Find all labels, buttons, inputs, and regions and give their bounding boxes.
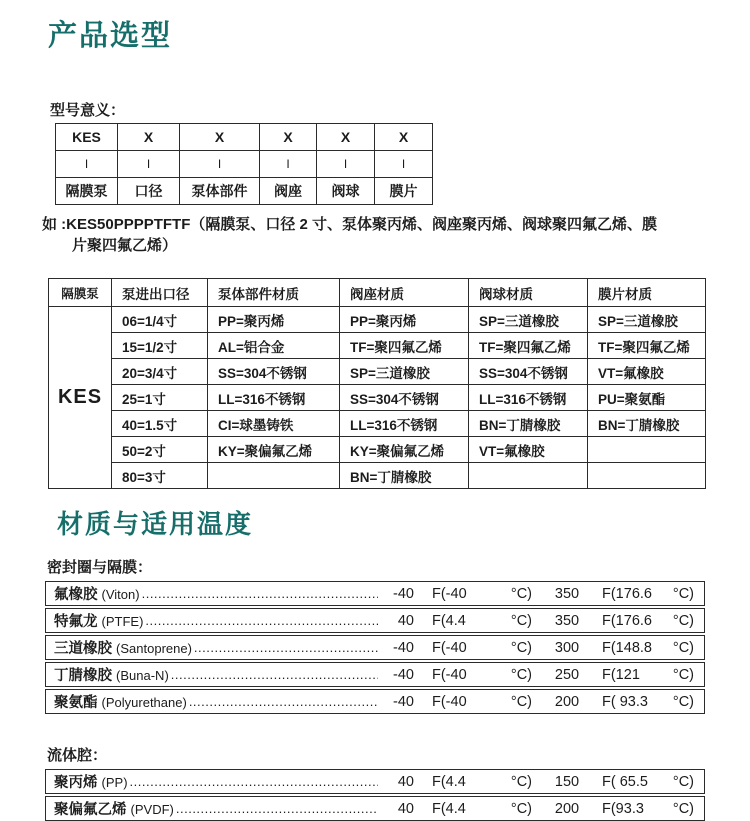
dot-leader: [176, 801, 378, 816]
min-temp-f: 40: [397, 773, 414, 790]
min-temp-c: [432, 694, 532, 710]
spec-row: [49, 411, 706, 437]
spec-cell: [208, 463, 340, 489]
model-cell: I: [317, 151, 375, 178]
model-code-row: [56, 124, 433, 151]
spec-cell: 20=3/4寸: [112, 359, 208, 385]
spec-cell: LL=316不锈钢: [208, 385, 340, 411]
min-temp-f: -40: [393, 639, 414, 656]
model-cell: 膜片: [375, 178, 433, 205]
material-name: [54, 664, 169, 685]
spec-row: [49, 437, 706, 463]
fluid-temp-table: [45, 769, 705, 821]
spec-cell: VT=氟橡胶: [469, 437, 588, 463]
max-temp-c: [602, 613, 694, 629]
model-cell: 阀座: [260, 178, 317, 205]
min-temp-c-value: F(4.4: [432, 800, 466, 817]
spec-cell: TF=聚四氟乙烯: [469, 333, 588, 359]
degree-unit: °C): [510, 612, 532, 629]
model-cell: X: [317, 124, 375, 151]
material-name-cn: 聚氨酯: [54, 695, 98, 711]
spec-row: [49, 307, 706, 333]
max-temp-f: 300: [554, 639, 580, 656]
material-name: [54, 610, 143, 631]
dot-leader: [142, 586, 378, 601]
spec-cell: 50=2寸: [112, 437, 208, 463]
model-cell: X: [118, 124, 180, 151]
degree-unit: °C): [672, 800, 694, 817]
spec-cell: SP=三道橡胶: [588, 307, 706, 333]
material-name-cn: 聚偏氟乙烯: [54, 802, 127, 818]
max-temp-f: 350: [554, 585, 580, 602]
max-temp-c: [602, 640, 694, 656]
spec-cell: BN=丁腈橡胶: [469, 411, 588, 437]
model-connector-row: [56, 151, 433, 178]
spec-cell: SS=304不锈钢: [208, 359, 340, 385]
degree-unit: °C): [672, 773, 694, 790]
seal-diaphragm-label: 密封圈与隔膜：: [47, 559, 153, 576]
degree-unit: °C): [510, 773, 532, 790]
min-temp-c: [432, 774, 532, 790]
min-temp-c-value: F(4.4: [432, 612, 466, 629]
min-temp-c: [432, 613, 532, 629]
model-cell: X: [180, 124, 260, 151]
min-temp-f: 40: [397, 800, 414, 817]
spec-cell: 80=3寸: [112, 463, 208, 489]
material-name-cn: 氟橡胶: [54, 587, 98, 603]
model-example-line1: 如 :KES50PPPPTFTF（隔膜泵、口径 2 寸、泵体聚丙烯、阀座聚丙烯、阀球聚四氟乙烯、膜: [42, 216, 658, 233]
spec-cell: BN=丁腈橡胶: [340, 463, 469, 489]
temp-row-viton: [45, 581, 705, 606]
material-name-en: (PTFE): [101, 614, 144, 629]
model-cell: 阀球: [317, 178, 375, 205]
spec-row: [49, 333, 706, 359]
model-cell: I: [56, 151, 118, 178]
model-cell: 口径: [118, 178, 180, 205]
spec-cell: 40=1.5寸: [112, 411, 208, 437]
temp-row-pvdf: [45, 796, 705, 821]
min-temp-c-value: F(-40: [432, 666, 467, 683]
model-cell: 隔膜泵: [56, 178, 118, 205]
spec-cell: PP=聚丙烯: [340, 307, 469, 333]
material-name: [54, 771, 128, 792]
fluid-chamber-label: 流体腔：: [47, 747, 108, 764]
model-cell: I: [260, 151, 317, 178]
degree-unit: °C): [510, 800, 532, 817]
max-temp-c-value: F(93.3: [602, 800, 644, 817]
dot-leader: [171, 667, 378, 682]
max-temp-f: 200: [554, 800, 580, 817]
spec-cell: [469, 463, 588, 489]
degree-unit: °C): [672, 693, 694, 710]
model-cell: KES: [56, 124, 118, 151]
material-name-en: (PVDF): [130, 802, 174, 817]
spec-cell: 25=1寸: [112, 385, 208, 411]
spec-table: [48, 278, 706, 489]
material-name: [54, 583, 140, 604]
degree-unit: °C): [510, 639, 532, 656]
min-temp-c: [432, 640, 532, 656]
spec-cell: KY=聚偏氟乙烯: [208, 437, 340, 463]
model-example-line2: 片聚四氟乙烯）: [72, 237, 178, 254]
temp-row-pp: [45, 769, 705, 794]
spec-cell: SS=304不锈钢: [340, 385, 469, 411]
material-name-cn: 聚丙烯: [54, 775, 98, 791]
spec-cell: SP=三道橡胶: [340, 359, 469, 385]
spec-cell: 15=1/2寸: [112, 333, 208, 359]
max-temp-c-value: F(148.8: [602, 639, 652, 656]
spec-cell: [588, 437, 706, 463]
max-temp-c: [602, 694, 694, 710]
dot-leader: [189, 694, 378, 709]
material-name-en: (Santoprene): [116, 641, 192, 656]
min-temp-f: 40: [397, 612, 414, 629]
min-temp-c: [432, 667, 532, 683]
spec-header-cell: 膜片材质: [588, 279, 706, 307]
degree-unit: °C): [672, 666, 694, 683]
spec-cell: TF=聚四氟乙烯: [588, 333, 706, 359]
spec-cell: [588, 463, 706, 489]
material-name-en: (Buna-N): [116, 668, 169, 683]
min-temp-f: -40: [393, 666, 414, 683]
material-name-cn: 特氟龙: [54, 614, 98, 630]
model-cell: X: [260, 124, 317, 151]
material-name: [54, 798, 174, 819]
model-cell: X: [375, 124, 433, 151]
max-temp-c-value: F(121: [602, 666, 640, 683]
max-temp-f: 250: [554, 666, 580, 683]
material-name-cn: 丁腈橡胶: [54, 668, 112, 684]
spec-cell: VT=氟橡胶: [588, 359, 706, 385]
max-temp-c-value: F( 65.5: [602, 773, 648, 790]
spec-cell: LL=316不锈钢: [340, 411, 469, 437]
min-temp-c: [432, 801, 532, 817]
spec-cell: 06=1/4寸: [112, 307, 208, 333]
spec-row: [49, 359, 706, 385]
spec-cell: CI=球墨铸铁: [208, 411, 340, 437]
spec-header-cell: 泵进出口径: [112, 279, 208, 307]
spec-cell: KY=聚偏氟乙烯: [340, 437, 469, 463]
degree-unit: °C): [672, 639, 694, 656]
max-temp-c-value: F(176.6: [602, 612, 652, 629]
material-name-en: (Polyurethane): [101, 695, 187, 710]
spec-row: [49, 463, 706, 489]
material-name-en: (Viton): [101, 587, 140, 602]
material-name-cn: 三道橡胶: [54, 641, 112, 657]
max-temp-c: [602, 667, 694, 683]
model-label-row: [56, 178, 433, 205]
temp-row-santoprene: [45, 635, 705, 660]
min-temp-f: -40: [393, 585, 414, 602]
spec-cell: LL=316不锈钢: [469, 385, 588, 411]
spec-cell: AL=铝合金: [208, 333, 340, 359]
max-temp-f: 200: [554, 693, 580, 710]
model-cell: I: [180, 151, 260, 178]
seal-temp-table: [45, 581, 705, 714]
model-meaning-label: 型号意义：: [50, 102, 126, 119]
spec-header-cell: 阀球材质: [469, 279, 588, 307]
spec-series-cell: KES: [49, 307, 112, 489]
min-temp-c: [432, 586, 532, 602]
spec-header-cell: 泵体部件材质: [208, 279, 340, 307]
degree-unit: °C): [510, 585, 532, 602]
spec-header-cell: 阀座材质: [340, 279, 469, 307]
dot-leader: [145, 613, 378, 628]
spec-header-row: [49, 279, 706, 307]
min-temp-c-value: F(-40: [432, 639, 467, 656]
spec-cell: PP=聚丙烯: [208, 307, 340, 333]
dot-leader: [194, 640, 378, 655]
section-title-materials: 材质与适用温度: [57, 509, 254, 539]
spec-cell: SS=304不锈钢: [469, 359, 588, 385]
max-temp-c-value: F( 93.3: [602, 693, 648, 710]
model-cell: I: [375, 151, 433, 178]
spec-cell: TF=聚四氟乙烯: [340, 333, 469, 359]
min-temp-c-value: F(4.4: [432, 773, 466, 790]
min-temp-c-value: F(-40: [432, 693, 467, 710]
degree-unit: °C): [672, 585, 694, 602]
max-temp-c: [602, 801, 694, 817]
material-name: [54, 637, 192, 658]
model-example: [42, 214, 750, 256]
degree-unit: °C): [510, 693, 532, 710]
temp-row-ptfe: [45, 608, 705, 633]
model-cell: 泵体部件: [180, 178, 260, 205]
spec-cell: SP=三道橡胶: [469, 307, 588, 333]
temp-row-polyurethane: [45, 689, 705, 714]
degree-unit: °C): [672, 612, 694, 629]
catalog-page: [0, 13, 750, 819]
spec-cell: BN=丁腈橡胶: [588, 411, 706, 437]
spec-row: [49, 385, 706, 411]
min-temp-c-value: F(-40: [432, 585, 467, 602]
spec-cell: PU=聚氨酯: [588, 385, 706, 411]
model-meaning-table: [55, 123, 433, 205]
max-temp-c: [602, 586, 694, 602]
max-temp-f: 350: [554, 612, 580, 629]
spec-header-cell: 隔膜泵: [49, 279, 112, 307]
material-name-en: (PP): [101, 775, 128, 790]
degree-unit: °C): [510, 666, 532, 683]
temp-row-buna-n: [45, 662, 705, 687]
model-cell: I: [118, 151, 180, 178]
max-temp-f: 150: [554, 773, 580, 790]
max-temp-c-value: F(176.6: [602, 585, 652, 602]
max-temp-c: [602, 774, 694, 790]
dot-leader: [130, 774, 378, 789]
material-name: [54, 691, 187, 712]
page-title: 产品选型: [48, 20, 173, 52]
min-temp-f: -40: [393, 693, 414, 710]
